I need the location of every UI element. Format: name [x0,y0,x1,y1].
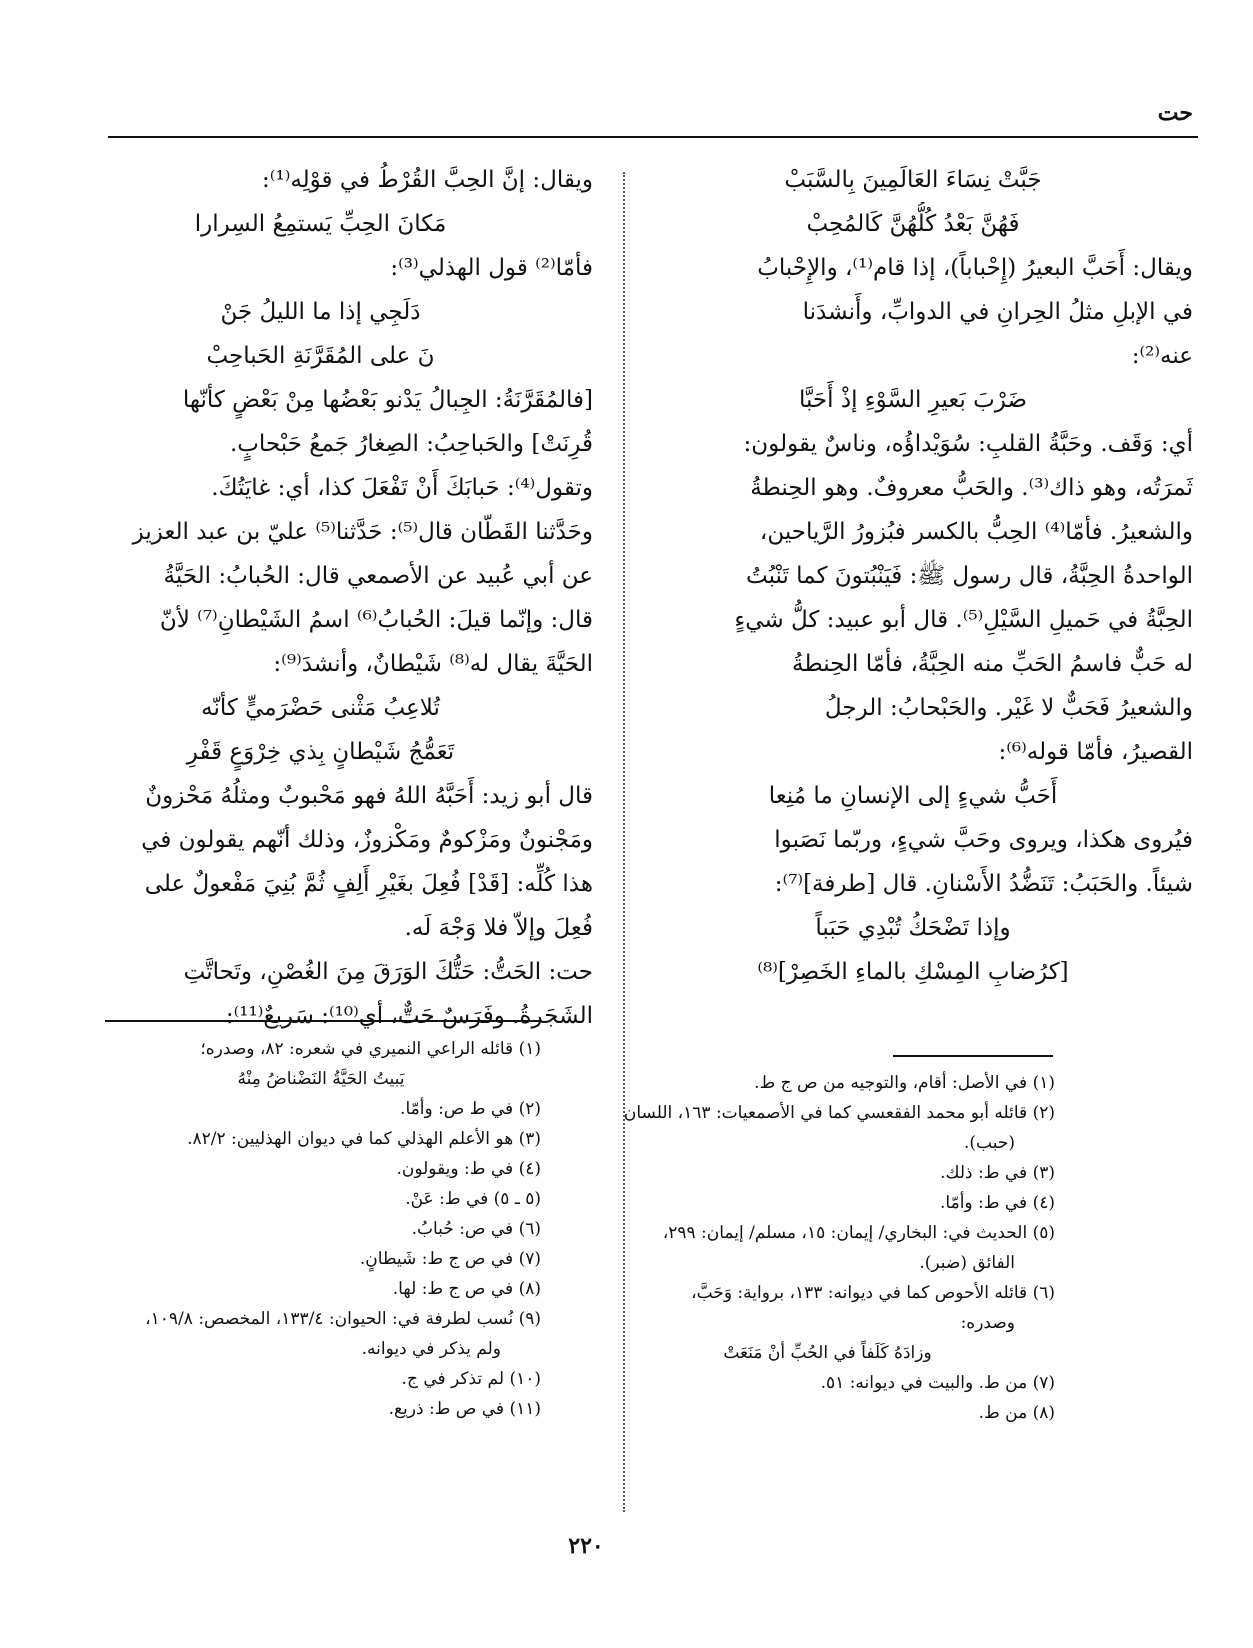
text-line: وحَدَّثنا القَطّان قال⁽⁵⁾: حَدَّثنا⁽⁵⁾ عليّ بن عبد العزيز [132,519,593,545]
footnote-line: وزادَهُ كَلَفاً في الحُبِّ أنْ مَنَعَتْ [723,1343,932,1363]
text-line: قُرِنَتْ] والحَباحِبُ: الصِغارُ جَمعُ حَبْحابٍ. [229,431,593,457]
footnote-line: (٦) في ص: حُبابُ. [411,1219,541,1239]
text-line: تُلاعِبُ مَثْنى حَضْرَميٍّ كأنّه [201,695,440,721]
text-line: أَحَبُّ شيءٍ إلى الإنسانِ ما مُنِعا [768,783,1058,809]
text-line: مَكانَ الحِبِّ يَستمِعُ السِرارا [194,211,447,237]
text-line: له حَبٌّ فاسمُ الحَبِّ منه الحِبَّةُ، فأمّا الحِنطةُ [792,651,1193,677]
footnote-line: الفائق (ضبر). [919,1253,1015,1273]
text-line: والشعيرُ فَحَبٌّ لا غَيْر. والحَبْحابُ: الرجلُ [824,695,1193,721]
text-line: الحِبَّةُ في حَميلِ السَّيْلِ⁽⁵⁾. قال أبو عبيد: كلُّ شيءٍ [734,607,1193,633]
text-line: في الإبلِ مثلُ الحِرانِ في الدوابِّ، وأَنشدَنا [802,299,1193,325]
footnote-line: (١) في الأصل: أقام، والتوجيه من ص ج ط. [754,1073,1055,1093]
footnote-line: (٤) في ط: وأمّا. [940,1193,1055,1213]
footnote-line: (١) قائله الراعي النميري في شعره: ٨٢، وصدره؛ [200,1039,541,1059]
text-line: الحَيَّةَ يقال له⁽⁸⁾ شَيْطانٌ، وأنشدَ⁽⁹⁾: [273,651,593,677]
text-line: حت: الحَتُّ: حَتُّكَ الوَرَقَ مِنَ الغُصْنِ، وتَحاتَّتِ [183,959,593,985]
text-line: ثَمرَتُه، وهو ذاك⁽³⁾. والحَبُّ معروفٌ. وهو الحِنطةُ [750,475,1193,501]
text-line: عنه⁽²⁾: [1131,343,1193,369]
header-rule [108,136,1198,138]
footnote-line: (١٠) لم تذكر في ج. [401,1369,541,1389]
right-text-column [633,158,1193,994]
footnote-line: (٣) في ط: ذلك. [940,1163,1055,1183]
text-line: فيُروى هكذا، ويروى وحَبَّ شيءٍ، وربّما نَصَبوا [774,827,1193,853]
text-line: دَلَجِي إذا ما الليلُ جَنْ [220,299,421,325]
text-line: وإذا تَضْحَكُ تُبْدِي حَبَباً [815,915,1011,941]
left-text-column [48,158,593,1038]
right-footnotes [600,1068,1055,1428]
page-number: ٢٢٠ [568,1533,604,1559]
footnote-line: (حبب). [964,1133,1015,1153]
text-line: ويقال: إنَّ الحِبَّ القُرْطُ في قوْلِه⁽¹⁾: [262,167,593,193]
footnote-line: (٤) في ط: ويقولون. [396,1159,541,1179]
text-line: عن أبي عُبيد عن الأصمعي قال: الحُبابُ: الحَيَّةُ [163,563,593,589]
footnote-rule-right [893,1055,1053,1057]
text-line: ويقال: أَحَبَّ البعيرُ (إِحْباباً)، إذا قام⁽¹⁾، والإِحْبابُ [757,255,1193,281]
text-line: ضَرْبَ بَعيرِ السَّوْءِ إذْ أَحَبَّا [798,387,1028,413]
footnote-line: (٩) نُسب لطرفة في: الحيوان: ١٣٣/٤، المخصص: ١٠٩/٨، [145,1309,541,1329]
text-line: الشَجَرةُ. وفَرَسٌ حَتٌّ، أي⁽¹⁰⁾: سَريعٌ⁽¹¹⁾: [225,1003,593,1029]
footnote-rule-left [105,1020,540,1022]
text-line: أي: وَقَف. وحَبَّةُ القلبِ: سُوَيْداؤُه، وناسٌ يقولون: [743,431,1193,457]
footnote-line: (٨) من ط. [978,1403,1055,1423]
text-line: تَعَمُّجُ شَيْطانٍ بِذي خِرْوَعٍ قَفْرِ [186,739,455,765]
footnote-line: (١١) في ص ط: ذريع. [388,1399,541,1419]
text-line: جَبَّتْ نِسَاءَ العَالَمِينَ بِالسَّبَبْ [784,167,1042,193]
footnote-line: ولم يذكر في ديوانه. [361,1339,501,1359]
text-line: فُعِلَ وإلاّ فلا وَجْهَ لَه. [404,915,593,941]
footnote-line: (٥) الحديث في: البخاري/ إيمان: ١٥، مسلم/ إيمان: ٢٩٩، [662,1223,1055,1243]
page-header-word: حت [1157,100,1193,126]
text-line: القصيرُ، فأمّا قوله⁽⁶⁾: [998,739,1193,765]
text-line: فأمّا⁽²⁾ قول الهذلي⁽³⁾: [390,255,593,281]
footnote-line: (٢) قائله أبو محمد الفقعسي كما في الأصمعيات: ١٦٣، اللسان [623,1103,1055,1123]
text-line: والشعيرُ. فأمّا⁽⁴⁾ الحِبُّ بالكسر فبُزورُ الرَّياحين، [759,519,1193,545]
footnote-line: يَبيتُ الحَيَّةُ النَضْناضُ مِنْهُ [237,1069,405,1089]
footnote-line: (٧) من ط. والبيت في ديوانه: ٥١. [820,1373,1055,1393]
text-line: وتقول⁽⁴⁾: حَبابَكَ أَنْ تَفْعَلَ كذا، أي: غايَتُكَ. [211,475,593,501]
text-line: قال أبو زيد: أَحَبَّهُ اللهُ فهو مَحْبوبٌ ومثلُهُ مَحْزونٌ [145,783,593,809]
text-line: الواحدةُ الحِبَّةُ، قال رسول ﷺ: فَيَنْبُتونَ كما تَنْبُتُ [746,563,1193,589]
footnote-line: وصدره: [960,1313,1015,1333]
text-line: ومَجْنونٌ ومَزْكومٌ ومَكْزوزٌ، وذلك أنّهم يقولون في [141,827,593,853]
footnote-line: (٨) في ص ج ط: لها. [392,1279,541,1299]
footnote-line: (٦) قائله الأحوص كما في ديوانه: ١٣٣، برواية: وَحَبَّ، [691,1283,1055,1303]
footnote-line: (٥ ـ ٥) في ط: عَنْ. [405,1189,541,1209]
footnote-line: (٢) في ط ص: وأمّا. [400,1099,541,1119]
text-line: هذا كُلِّه: [قَدْ] فُعِلَ بغَيْرِ أَلِفٍ ثُمَّ بُنِيَ مَفْعولٌ على [144,871,593,897]
left-footnotes [101,1034,541,1424]
footnote-line: (٣) هو الأعلم الهذلي كما في ديوان الهذليين: ٨٢/٢. [187,1129,541,1149]
text-line: [كرُضابِ المِسْكِ بالماءِ الخَصِرْ]⁽⁸⁾ [757,959,1069,985]
text-line: شيئاً. والحَبَبُ: تَنَضُّدُ الأَسْنانِ. قال [طرفة]⁽⁷⁾: [774,871,1193,897]
footnote-line: (٧) في ص ج ط: شَيطانٍ. [359,1249,541,1269]
text-line: قال: وإنّما قيلَ: الحُبابُ⁽⁶⁾ اسمُ الشَيْطانِ⁽⁷⁾ لأنّ [159,607,593,633]
text-line: [فالمُقَرَّنَةُ: الجِبالُ يَدْنو بَعْضُها مِنْ بَعْضٍ كأنّها [182,387,593,413]
text-line: فَهُنَّ بَعْدُ كُلُّهُنَّ كَالمُحِبْ [806,211,1020,237]
text-line: نَ على المُقَرَّنَةِ الحَباحِبْ [206,343,435,369]
